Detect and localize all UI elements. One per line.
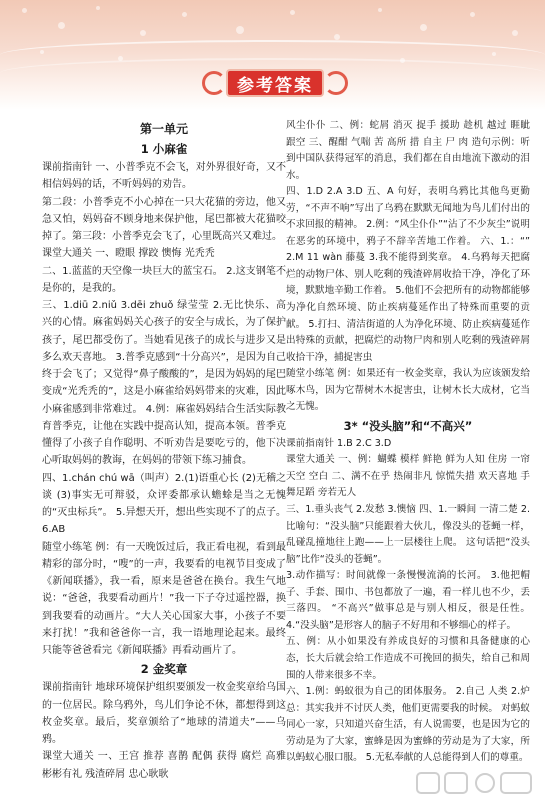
unit-heading: 第一单元 <box>139 122 188 136</box>
answer-paragraph: 五、例：从小如果没有养成良好的习惯和具备健康的心态，长大后就会给工作造成不可挽回的损失，给自己和周围的人带来很多不幸。 <box>286 636 530 681</box>
answer-paragraph: 六、1.例：蚂蚁很为自己的团体服务。 2.自己 人类 2.炉总：其实我并不讨厌人类，他们更需要我的时候。 对蚂蚁同心一家，只知道兴奋生活，有人说需要，也是因为它的劳动是为了大家，蜜蜂是因为蜜蜂的劳动是为了大家，所以蚂蚁心服口服。 5.无私奉献的人总能得到人们的尊重。 <box>286 686 530 764</box>
answer-paragraph: 三、1.垂头丧气 2.发愁 3.懊恼 四、1.一瞬间 一清二楚 2.比喻句：“没头脑”只能跟着大伙儿，像没头的苍蝇一样，乱碰乱撞地往上跑——上一层楼往上爬。 这句话把“没头脑”比作“没头的苍蝇”。 <box>286 504 530 565</box>
answer-paragraph: 随堂小练笔 例：如果还有一枚金奖章，我认为应该颁发给啄木鸟，因为它帮树木木捉害虫，让树木长大成材，它当之无愧。 <box>286 368 530 413</box>
answer-paragraph: 二、1.蓝蓝的天空像一块巨大的蓝宝石。 2.这支钢笔不是你的，是我的。 <box>42 265 286 294</box>
answer-paragraph: 课前指南针 1.B 2.C 3.D <box>286 437 392 449</box>
answers-banner <box>202 66 348 100</box>
answer-paragraph: 第二段：小普季克不小心掉在一只大花猫的旁边，他又急又怕，妈妈奋不顾身地来保护他，尾巴都被大花猫咬掉了。第三段：小普季克会飞了，心里既高兴又难过。 <box>42 196 286 242</box>
answer-paragraph: 四、1.D 2.A 3.D 五、A 句好，表明乌鸦比其他鸟更勤劳，“不声不响”写出了乌鸦在默默无闻地为鸟儿们付出的不求回报的精神。 2.例：“风尘仆仆”“沾了不少灰尘”说明在恶劣的环境中，鸦子不辞辛苦地工作着。 六、1.：“” 2.M 11 wàn 藤蔓 3.我不能得到奖章。 4.乌鸦每天把腐烂的动物尸体、别人吃剩的残渣碎屑收拾干净，净化了环境，默默地辛勤工作着。 5.他们不会把所有的动物都能够为净化自然环境、防止疾病蔓延作出了特殊而重要的贡献。 5.打扫、清洁街道的人为净化环境、防止疾病蔓延作出特殊的贡献，把腐烂的动物尸肉和别人吃剩的残渣碎屑收拾干净，捕捉害虫 <box>286 186 530 363</box>
answer-paragraph: 课前指南针 地球环境保护组织要颁发一枚金奖章给乌国的一位居民。除乌鸦外，鸟儿们争论不休，都想得到这枚金奖章。最后，奖章颁给了“地球的清道夫”——乌鸦。 <box>42 682 286 745</box>
lesson-title: 2 金奖章 <box>140 662 188 677</box>
answer-paragraph: 课堂大通关 一、例：蝴蝶 模样 鲜艳 鲜为人知 住房 一帘 天空 空白 二、满不在乎 热闹非凡 惊慌失措 欢天喜地 手舞足蹈 旁若无人 <box>286 454 530 499</box>
swirl-ornament-icon <box>202 71 226 95</box>
answer-paragraph: 风尘仆仆 二、例：蛇屑 消灭 捉手 援助 趁机 越过 睚眦 跟空 三、醒酣 气喘 苦 高所 措 自主 尸 肉 造句示例：听到中国队获得冠军的消息，我们都在自由地流下激动的泪水。 <box>286 120 530 181</box>
answer-paragraph: 四、1.chán chú wā（叫声）2.(1)语重心长 (2)无稽之谈 (3)事实无可辩驳，众评委都承认蟾蜍是当之无愧的“灭虫标兵”。 5.异想天开，想出些实现不了的点子。 6.AB <box>42 472 286 536</box>
banner-box <box>226 69 324 97</box>
answer-paragraph: 课前指南针 一、小普季克不会飞，对外界很好奇，又不相信妈妈的话，不听妈妈的劝告。 <box>42 162 286 191</box>
left-column <box>42 118 286 783</box>
answer-paragraph: 3.动作描写：时间就像一条慢慢流淌的长河。 3.他把帽子、手套、围巾、书包都放了一遍，看一样儿也不少，丢三落四。 “不高兴”做事总是与别人相反，很是任性。 4.“没头脑”是形容人的脑子不好用和不够细心的样子。 <box>286 570 530 631</box>
answer-paragraph: 课堂大通关 一、王宫 推荐 喜鹊 配偶 获得 腐烂 高雅 彬彬有礼 残渣碎屑 忠心耿耿 <box>42 751 286 780</box>
answer-paragraph: 三、1.diū 2.niǔ 3.dēi zhuǒ 绿莹莹 2.无比快乐、高兴的心情。麻雀妈妈关心孩子的安全与成长，为了保护孩子，尾巴都受伤了。当她看见孩子的成长与进步又是多么欢天喜地。 3.普季克感到“十分高兴”，是因为自己终于会飞了；又觉得“鼻子酸酸的”，是因为妈妈的尾巴变成“光秃秃的”，这是小麻雀给妈妈带来的灾难，因此小麻雀感到非常难过。 4.例：麻雀妈妈结合生活实际教育普季克，让他在实践中提高认知，提高本领。普季克懂得了小孩子自作聪明、不听劝告是要吃亏的，他下决心听取妈妈的教诲，在妈妈的带领下练习捕食。 <box>42 300 286 467</box>
lesson-title: 1 小麻雀 <box>140 142 188 156</box>
answer-paragraph: 课堂大通关 一、瞪眼 撑跤 懊悔 光秃秃 <box>42 248 215 260</box>
lesson-title: 3* “没头脑”和“不高兴” <box>343 418 473 433</box>
page-title: 参考答案 <box>237 75 313 96</box>
right-column <box>286 118 530 767</box>
answer-paragraph: 随堂小练笔 例：有一天晚饭过后，我正看电视，看到最精彩的部分时，“嗖”的一声，我要看的电视节目变成了《新闻联播》，我一看，原来是爸爸在换台。我生气地说：“爸爸，我要看动画片！”我一下子夺过遥控器，换到我要看的动画片。“大人关心国家大事，小孩子不要来打扰！”我和爸爸你一言，我一语地理论起来。最终只能等爸爸看完《新闻联播》再看动画片了。 <box>42 541 286 656</box>
watermark-logo <box>415 770 535 796</box>
swirl-ornament-icon <box>324 71 348 95</box>
watermark-icon <box>415 770 535 796</box>
